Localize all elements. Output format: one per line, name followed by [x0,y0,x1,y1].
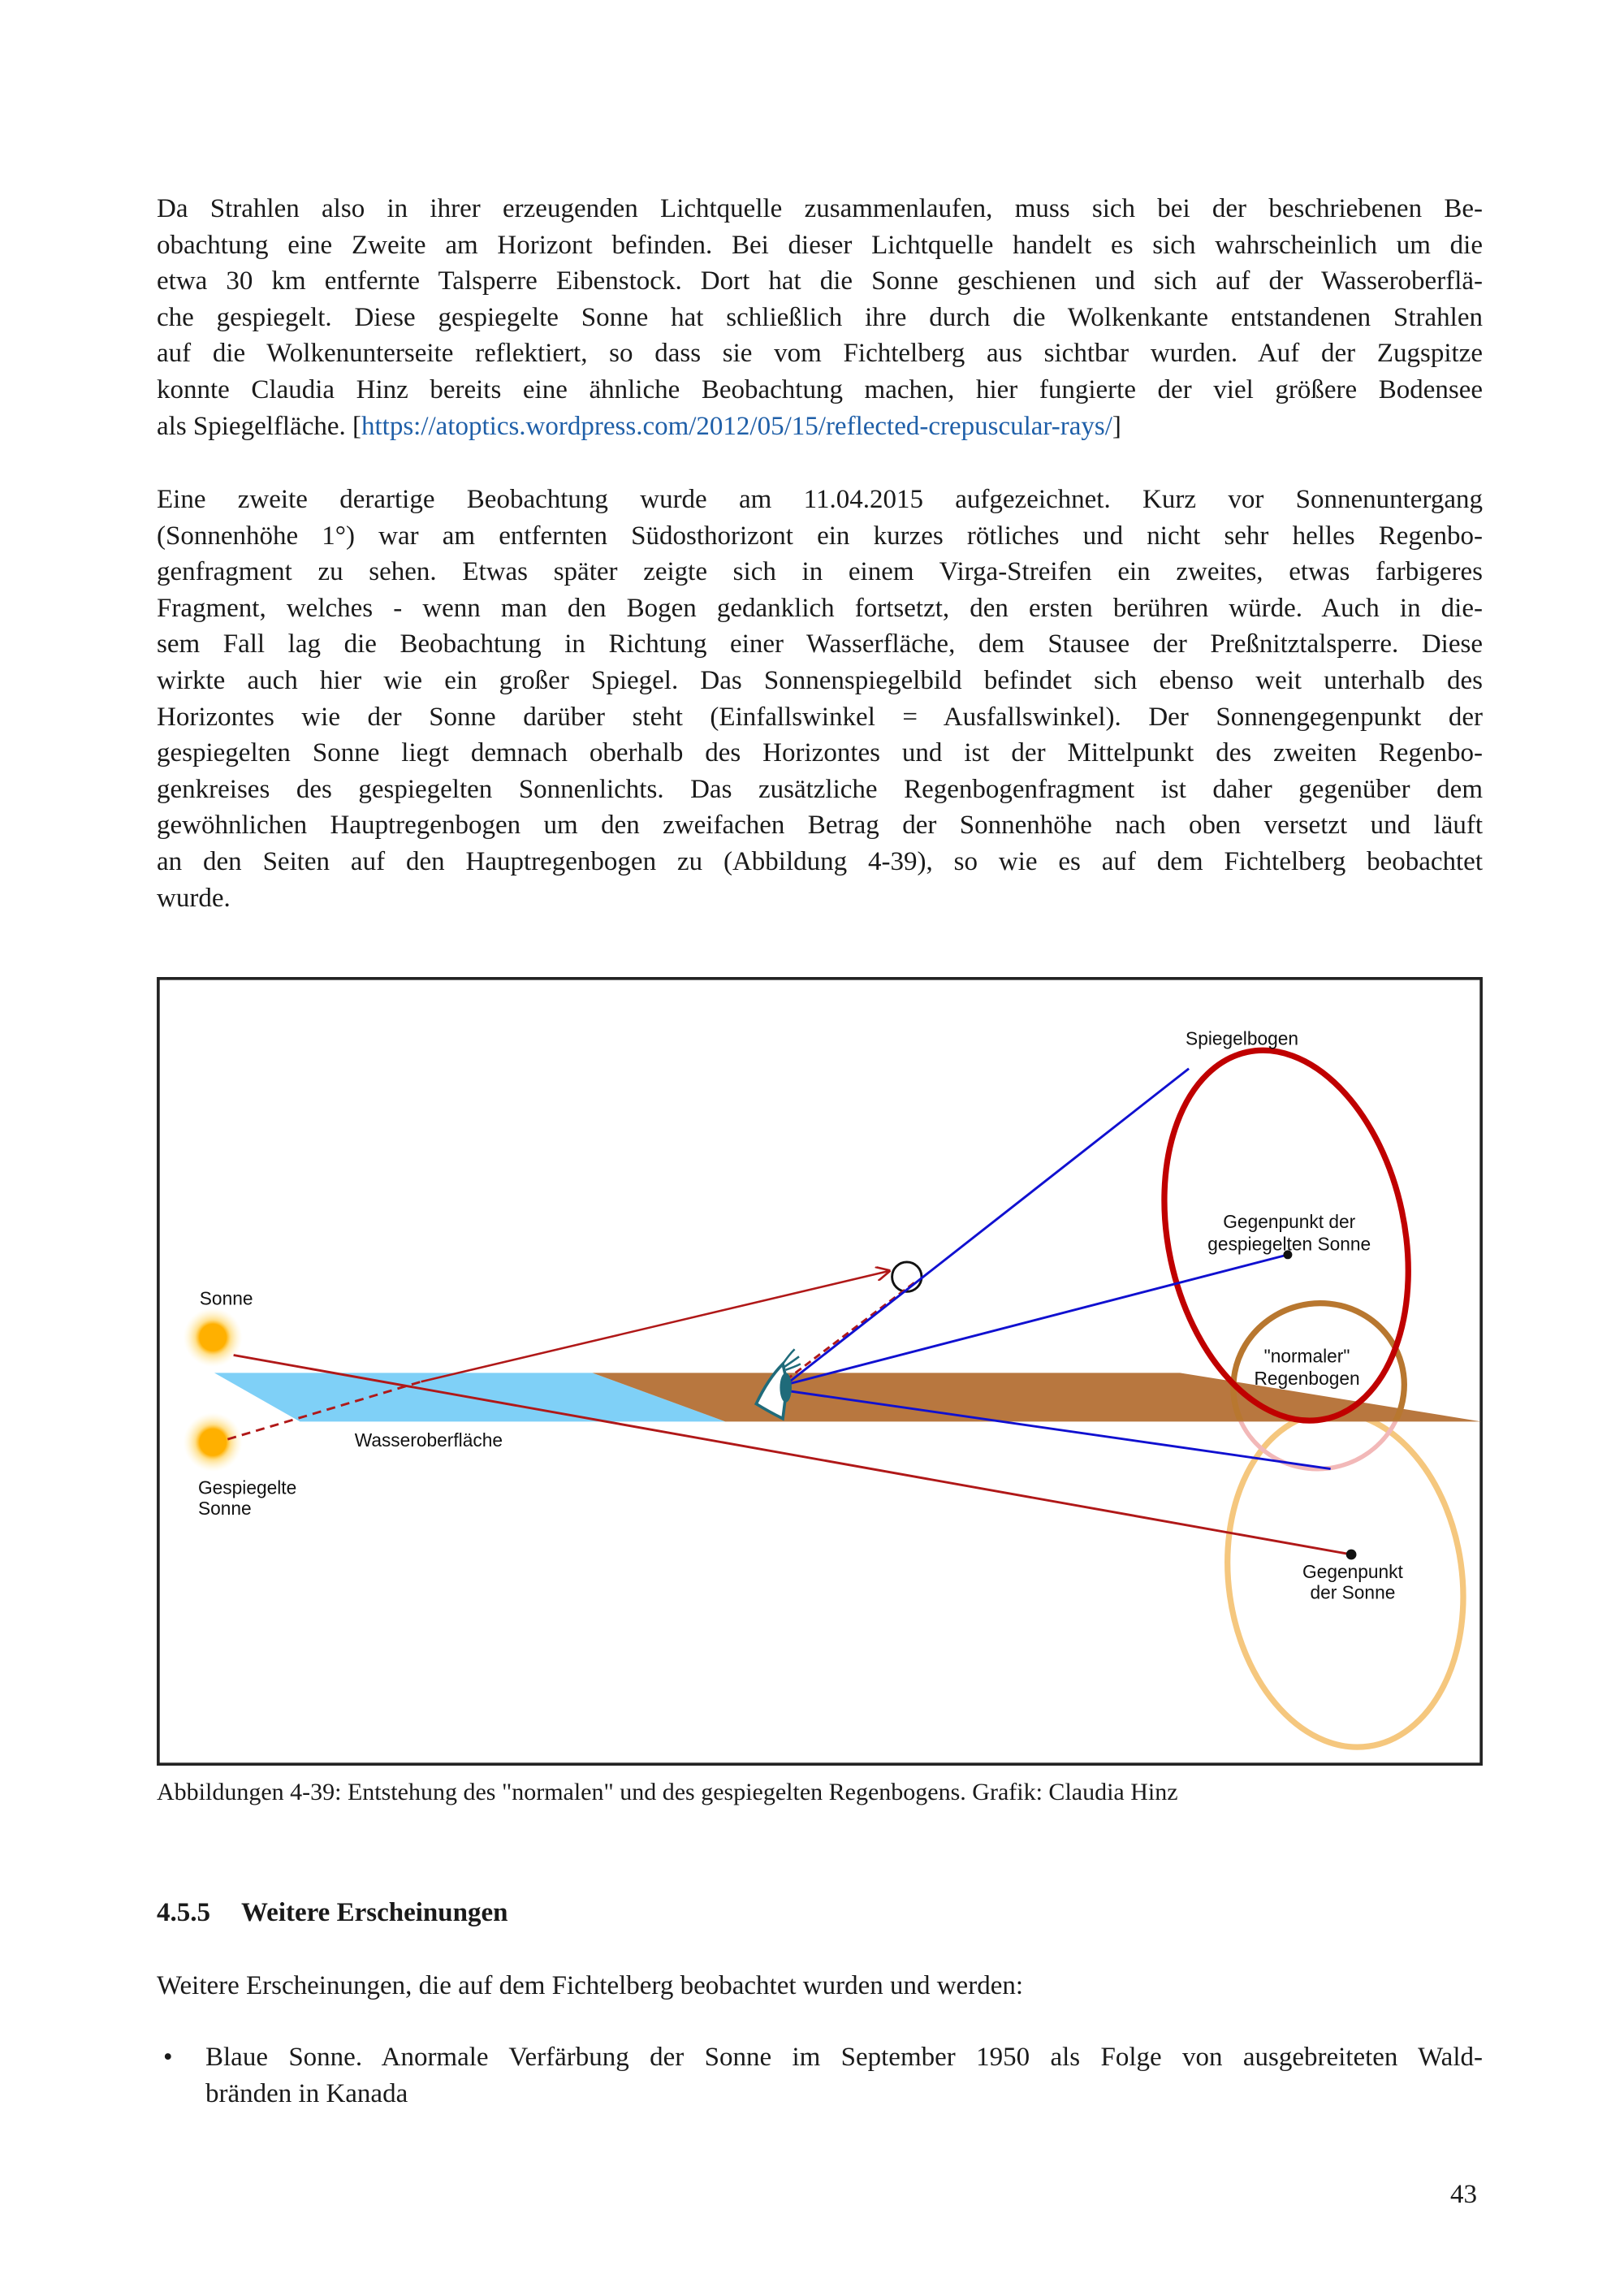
text-line: obachtung eine Zweite am Horizont befinden. Bei dieser Lichtquelle handelt es sich wahrscheinlich um die [157,230,1483,260]
text-line: Blaue Sonne. Anormale Verfärbung der Sonne im September 1950 als Folge von ausgebreiteten Wald- [205,2043,1483,2072]
atoptics-link[interactable]: https://atoptics.wordpress.com/2012/05/15/reflected-crepuscular-rays/ [361,411,1112,441]
text-line: genkreises des gespiegelten Sonnenlichts. Das zusätzliche Regenbogenfragment ist daher gegenüber dem [157,774,1483,804]
label-gegenpunkt-gespiegelt: gespiegelten Sonne [1207,1233,1371,1255]
text-line: Eine zweite derartige Beobachtung wurde am 11.04.2015 aufgezeichnet. Kurz vor Sonnenuntergang [157,485,1483,514]
figure-caption: Abbildungen 4-39: Entstehung des "normalen" und des gespiegelten Regenbogens. Grafik: Claudia Hinz [157,1779,1178,1805]
paragraph-1 [157,191,1483,444]
text-line: wirkte auch hier wie ein großer Spiegel. Das Sonnenspiegelbild befindet sich ebenso weit unterhalb des [157,665,1483,695]
text-line: (Sonnenhöhe 1°) war am entfernten Südosthorizont ein kurzes rötliches und nicht sehr helles Regenbo- [157,521,1483,551]
antisolar-point [1346,1550,1357,1560]
text-line: che gespiegelt. Diese gespiegelte Sonne hat schließlich ihre durch die Wolkenkante entstandenen Strahlen [157,302,1483,332]
text-line: Da Strahlen also in ihrer erzeugenden Lichtquelle zusammenlaufen, muss sich bei der beschriebenen Be- [157,194,1483,223]
text-line: wurde. [157,883,231,913]
text-line: auf die Wolkenunterseite reflektiert, so dass sie vom Fichtelberg aus sichtbar wurden. Auf der Zugspitze [157,339,1483,369]
label-normaler-regenbogen: Regenbogen [1254,1367,1360,1389]
text-line: an den Seiten auf den Hauptregenbogen zu (Abbildung 4-39), so wie es auf dem Fichtelberg beobachtet [157,846,1483,876]
text-fragment: ] [1112,411,1121,441]
text-line: genfragment zu sehen. Etwas später zeigte sich in einem Virga-Streifen ein zweites, etwas farbigeres [157,557,1483,587]
text-line [157,409,1483,445]
text-line: sem Fall lag die Beobachtung in Richtung einer Wasserfläche, dem Stausee der Preßnitztalsperre. Diese [157,629,1483,659]
section-heading [157,1898,508,1928]
text-line: Fragment, welches - wenn man den Bogen gedanklich fortsetzt, den ersten berühren würde. Auch in die- [157,593,1483,623]
page-number: 43 [1450,2180,1477,2209]
label-gespiegelte-sonne: Sonne [197,1497,252,1519]
label-spiegelbogen: Spiegelbogen [1186,1027,1299,1049]
label-normaler-regenbogen: "normaler" [1263,1345,1350,1367]
text-line: bränden in Kanada [205,2078,408,2108]
section-number: 4.5.5 [157,1898,210,1927]
text-line: Horizontes wie der Sonne darüber steht (Einfallswinkel = Ausfallswinkel). Der Sonnengegenpunkt der [157,702,1483,732]
list-item [157,2039,1483,2112]
text-line: etwa 30 km entfernte Talsperre Eibenstock. Dort hat die Sonne geschienen und sich auf der Wasseroberflä- [157,266,1483,296]
label-gegenpunkt-sonne: Gegenpunkt [1302,1561,1403,1583]
bullet-icon: • [163,2043,173,2072]
rainbow-diagram [157,977,1483,1766]
label-wasseroberflaeche: Wasseroberfläche [354,1429,503,1451]
section-title: Weitere Erscheinungen [241,1898,508,1927]
paragraph-2 [157,482,1483,916]
label-sonne: Sonne [199,1287,253,1309]
text-line: gespiegelten Sonne liegt demnach oberhalb des Horizontes und ist der Mittelpunkt des zweiten Regenbo- [157,738,1483,768]
text-fragment: als Spiegelfläche. [ [157,411,361,441]
text-line: gewöhnlichen Hauptregenbogen um den zweifachen Betrag der Sonnenhöhe nach oben versetzt und läuft [157,811,1483,841]
mirrored-sun-icon [184,1412,243,1472]
sun-icon [184,1308,243,1367]
text-line: Weitere Erscheinungen, die auf dem Fichtelberg beobachtet wurden und werden: [157,1971,1024,2000]
label-gegenpunkt-sonne: der Sonne [1310,1581,1396,1603]
text-line: konnte Claudia Hinz bereits eine ähnliche Beobachtung machen, hier fungierte der viel größere Bodensee [157,374,1483,404]
label-gegenpunkt-gespiegelt: Gegenpunkt der [1223,1211,1356,1233]
label-gespiegelte-sonne: Gespiegelte [197,1477,297,1498]
section-intro [157,1968,1483,2004]
